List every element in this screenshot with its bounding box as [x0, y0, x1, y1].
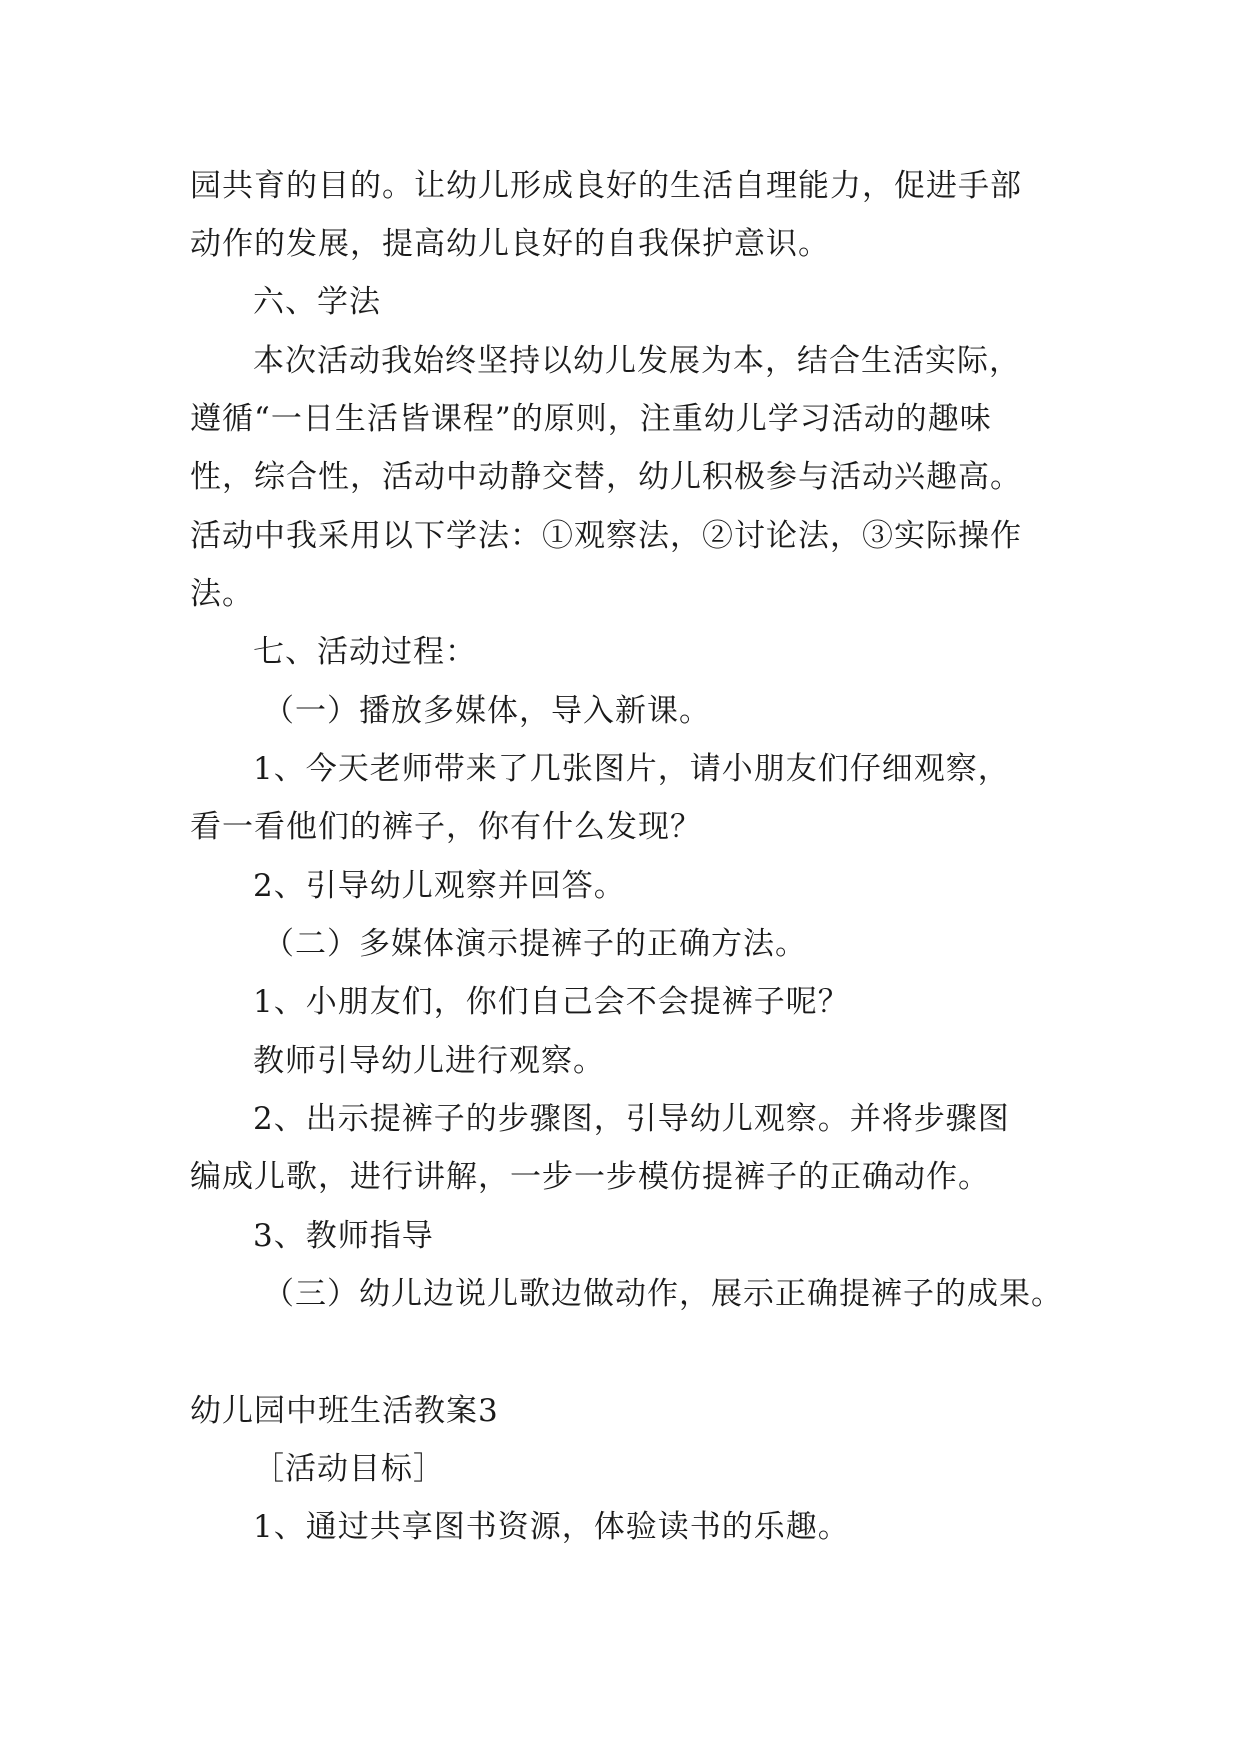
- paragraph-line: 2、引导幼儿观察并回答。: [253, 868, 626, 904]
- paragraph-line: 1、通过共享图书资源，体验读书的乐趣。: [253, 1509, 850, 1545]
- paragraph-line: 1、今天老师带来了几张图片，请小朋友们仔细观察，: [253, 751, 1010, 787]
- paragraph-line: 遵循“一日生活皆课程”的原则，注重幼儿学习活动的趣味: [190, 401, 992, 437]
- paragraph-line: 1、小朋友们，你们自己会不会提裤子呢？: [253, 984, 850, 1020]
- paragraph-line: 法。: [190, 576, 254, 612]
- paragraph-line: 园共育的目的。让幼儿形成良好的生活自理能力，促进手部: [190, 168, 1022, 204]
- paragraph-line: 2、出示提裤子的步骤图，引导幼儿观察。并将步骤图: [253, 1101, 1010, 1137]
- subsection-heading: （三）幼儿边说儿歌边做动作，展示正确提裤子的成果。: [263, 1276, 1063, 1312]
- paragraph-line: 动作的发展，提高幼儿良好的自我保护意识。: [190, 226, 830, 262]
- subsection-heading: （一）播放多媒体，导入新课。: [263, 693, 711, 729]
- subsection-heading: （二）多媒体演示提裤子的正确方法。: [263, 926, 807, 962]
- paragraph-line: 看一看他们的裤子，你有什么发现？: [190, 809, 702, 845]
- section-heading: 七、活动过程：: [253, 634, 477, 670]
- paragraph-line: 性，综合性，活动中动静交替，幼儿积极参与活动兴趣高。: [190, 459, 1022, 495]
- document-title: 幼儿园中班生活教案3: [190, 1393, 499, 1429]
- section-heading: ［活动目标］: [253, 1451, 445, 1487]
- paragraph-line: 活动中我采用以下学法：①观察法，②讨论法，③实际操作: [190, 518, 1022, 554]
- paragraph-line: 本次活动我始终坚持以幼儿发展为本，结合生活实际，: [253, 343, 1021, 379]
- section-heading: 六、学法: [253, 284, 381, 320]
- paragraph-line: 3、教师指导: [253, 1218, 434, 1254]
- paragraph-line: 教师引导幼儿进行观察。: [253, 1043, 605, 1079]
- paragraph-line: 编成儿歌，进行讲解，一步一步模仿提裤子的正确动作。: [190, 1159, 990, 1195]
